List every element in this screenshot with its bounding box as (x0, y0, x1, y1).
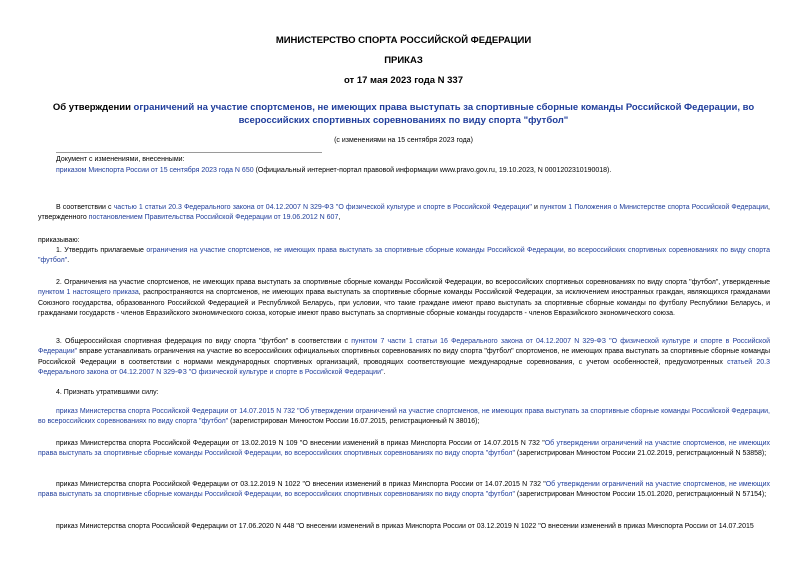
item-3-paragraph (38, 337, 770, 379)
item-text: 2. Ограничения на участие спортсменов, не имеющих права выступать за спортивные сборные команды Российской Федерации, во всероссийских спортивных соревнованиях по виду спорта "футбол", утвержденные (56, 279, 770, 286)
page-title (30, 101, 777, 127)
divider (56, 152, 322, 153)
ministry-regulation-link[interactable]: пунктом 1 Положения о Министерстве спорта Российской Федерации (540, 204, 769, 211)
item-4-heading: 4. Признать утратившими силу: (56, 389, 159, 396)
changes-label: Документ с изменениями, внесенными: (56, 156, 185, 163)
changes-order-link[interactable]: приказом Минспорта России от 15 сентября 2023 года N 650 (56, 167, 254, 174)
item-1-paragraph (38, 246, 770, 267)
changes-rest: (Официальный интернет-портал правовой информации www.pravo.gov.ru, 19.10.2023, N 0001202310190018). (253, 167, 612, 174)
law-point-link[interactable]: пунктом 7 части 1 статьи 16 Федерального закона от 04.12.2007 N 329-ФЗ "О физической культуре и спорте в Российской Федерации" (38, 338, 770, 356)
ministry-heading: МИНИСТЕРСТВО СПОРТА РОССИЙСКОЙ ФЕДЕРАЦИИ (275, 35, 532, 46)
repealed-item (38, 439, 770, 460)
preamble-text: , утвержденного (38, 204, 770, 222)
date-number-heading: от 17 мая 2023 года N 337 (343, 75, 464, 86)
repealed-text: приказ Министерства спорта Российской Федерации от 03.12.2019 N 1022 "О внесении изменений в приказ Минспорта России от 14.07.2015 N 732 " (56, 481, 546, 488)
item-text: . (67, 257, 70, 265)
repealed-text: приказ Министерства спорта Российской Федерации от 13.02.2019 N 109 "О внесении изменений в приказ Минспорта России от 14.07.2015 N 732 " (56, 440, 545, 447)
preamble-text: , (338, 214, 341, 222)
repealed-item (38, 407, 770, 428)
restrictions-link[interactable]: ограничения на участие спортсменов, не имеющих права выступать за спортивные сборные команды Российской Федерации, во всероссийских спортивных соревнованиях по виду спорта "футбол" (38, 247, 770, 265)
order-point-link[interactable]: пунктом 1 настоящего приказа (38, 289, 139, 297)
repealed-item (38, 480, 770, 501)
repealed-text: приказ Министерства спорта Российской Федерации от 17.06.2020 N 448 "О внесении изменений в приказ Минспорта России от 03.12.2019 N 1022 "О внесении изменений в приказ Минспорта России от 14.07.2015 (56, 523, 754, 530)
repealed-order-link[interactable]: приказ Министерства спорта Российской Федерации от 14.07.2015 N 732 "Об утверждении ограничений на участие спортсменов, не имеющих права выступать за спортивные сборные команды Российской Федерации, во всероссийских соревнованиях по виду спорта "футбол" (38, 408, 770, 426)
preamble-text: В соответствии с (56, 204, 114, 211)
title-prefix: Об утверждении (52, 102, 134, 113)
revision-note: (с изменениями на 15 сентября 2023 года) (334, 137, 473, 144)
repealed-order-link[interactable]: Об утверждении ограничений на участие спортсменов, не имеющих права выступать за спортивные сборные команды Российской Федерации, во всероссийских спортивных соревнованиях по виду спорта "футбол" (38, 440, 771, 458)
item-text: . (383, 369, 386, 377)
changes-line (56, 166, 776, 176)
law-article-link[interactable]: частью 1 статьи 20.3 Федерального закона от 04.12.2007 N 329-ФЗ "О физической культуре и спорте в Российской Федерации" (113, 204, 532, 211)
repealed-rest: (зарегистрирован Минюстом России 16.07.2015, регистрационный N 38016); (228, 418, 480, 426)
repealed-rest: (зарегистрирован Минюстом России 15.01.2020, регистрационный N 57154); (514, 491, 767, 499)
preamble-text: и (531, 204, 541, 211)
item-text: 3. Общероссийская спортивная федерация по виду спорта "футбол" в соответствии с (56, 338, 352, 345)
law-article-link[interactable]: статьей 20.3 Федерального закона от 04.12.2007 N 329-ФЗ "О физической культуре и спорте в Российской Федерации" (38, 358, 771, 377)
repealed-rest: (зарегистрирован Минюстом России 21.02.2019, регистрационный N 53858); (514, 450, 767, 458)
repealed-order-link[interactable]: Об утверждении ограничений на участие спортсменов, не имеющих права выступать за спортивные сборные команды Российской Федерации, во всероссийских спортивных соревнованиях по виду спорта "футбол" (38, 481, 770, 499)
item-2-paragraph (38, 278, 770, 320)
government-decree-link[interactable]: постановлением Правительства Российской Федерации от 19.06.2012 N 607 (88, 214, 339, 222)
item-text: вправе устанавливать ограничения на участие во всероссийских официальных спортивных соревнованиях по виду спорта "футбол" спортсменов, не имеющих права выступать за спортивные сборные команды Российской Федерации в соответствии с нормами международных спортивных организаций, проводящих соответствующие международные соревнования, с учетом особенностей, предусмотренных (38, 348, 770, 366)
orders-word: приказываю: (38, 237, 80, 244)
item-text: , распространяются на спортсменов, не имеющих права выступать за спортивные сборные команды Российской Федерации, за исключением иностранных граждан, являющихся гражданами Союзного государства, образованного Российской Федерацией и Республикой Беларусь, при условии, что такие граждане имеют право выступать за спортивные сборные команды по футболу Республики Беларусь, и гражданами государств - членов Евразийского экономического союза, которые имеют право выступать за спортивные сборные команды государств - членов Евразийского экономического союза. (38, 289, 770, 318)
doc-type-heading: ПРИКАЗ (384, 55, 423, 66)
repealed-item (38, 522, 770, 532)
preamble-paragraph (38, 203, 770, 224)
item-text: 1. Утвердить прилагаемые (56, 247, 147, 254)
title-link[interactable]: ограничений на участие спортсменов, не имеющих права выступать за спортивные сборные команды Российской Федерации, во всероссийских спортивных соревнованиях по виду спорта "футбол" (133, 102, 755, 126)
